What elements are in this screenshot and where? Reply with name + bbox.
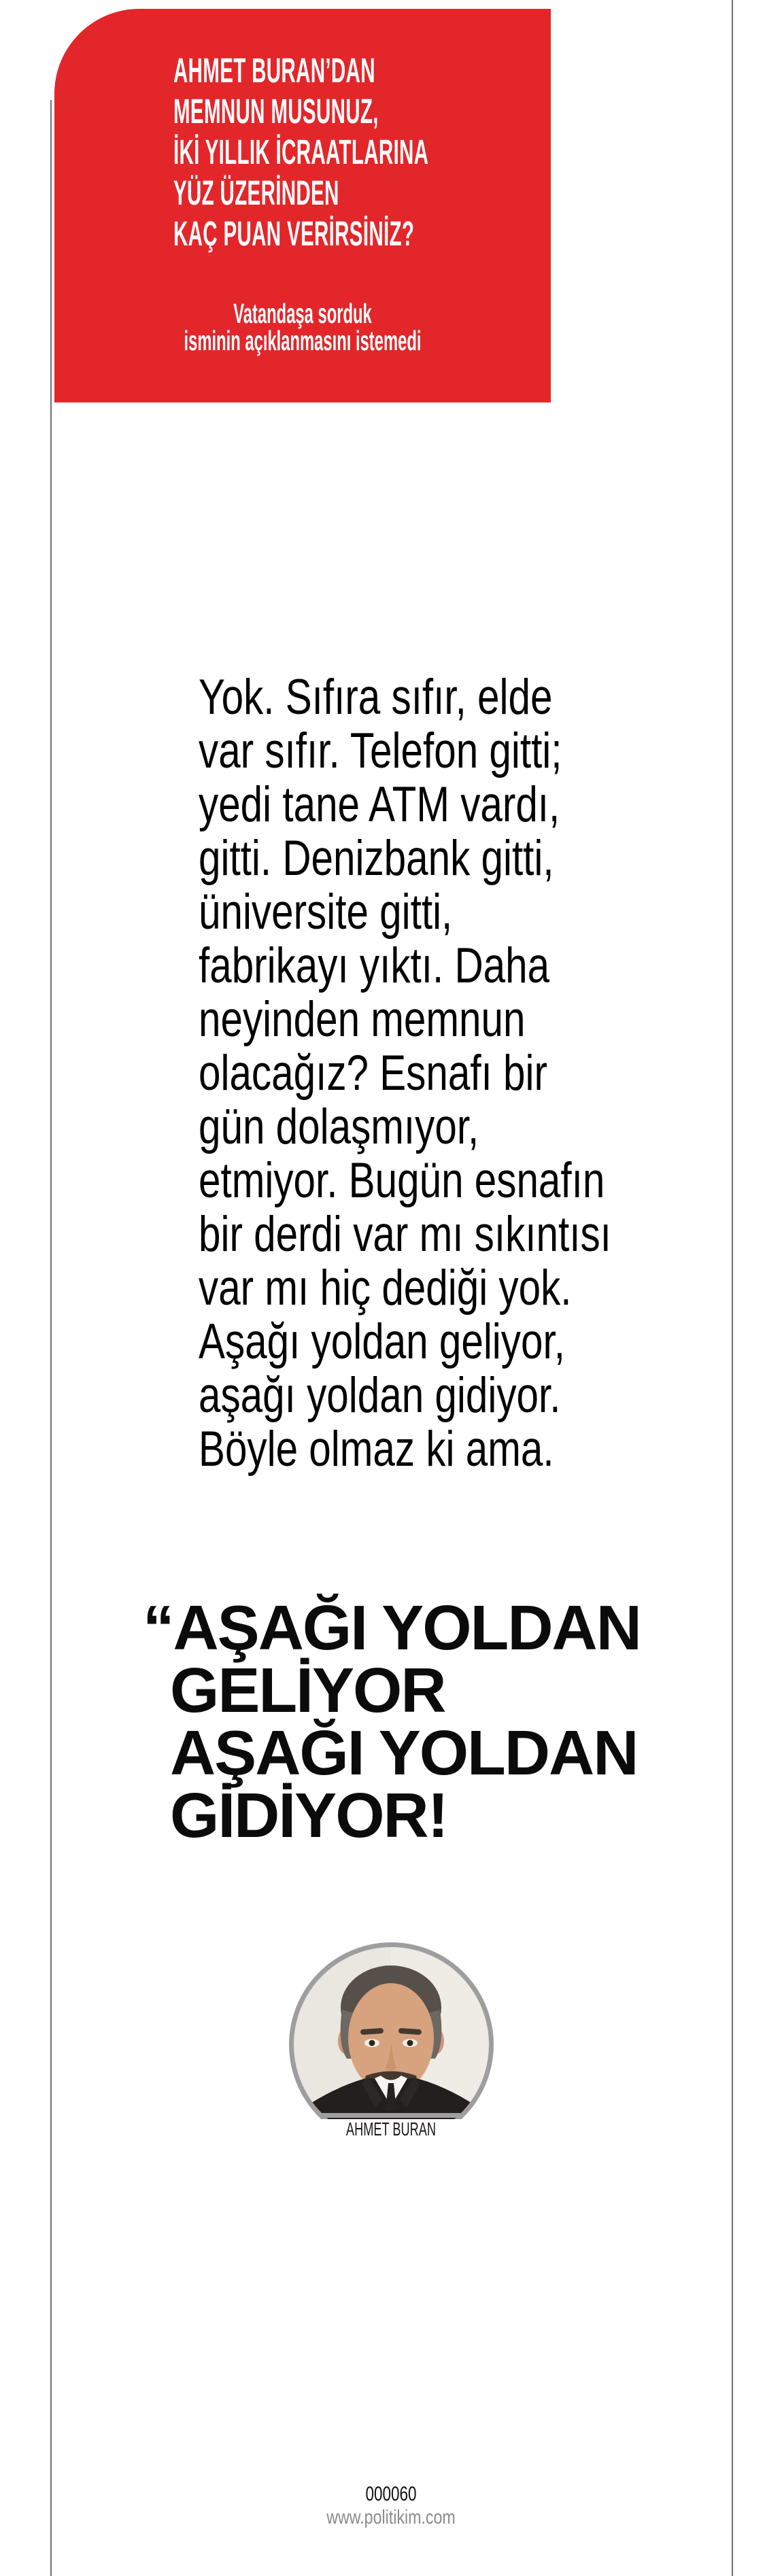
headline-line: GİDİYOR!: [170, 1780, 447, 1851]
footer-code: 000060: [365, 2483, 417, 2505]
question-heading-line: KAÇ PUAN VERİRSİNİZ?: [173, 214, 415, 253]
open-quote-mark: “: [143, 1592, 173, 1663]
quote-line: Aşağı yoldan geliyor,: [199, 1314, 565, 1369]
pullquote-headline: [143, 1592, 755, 1851]
portrait-caption: AHMET BURAN: [345, 2118, 437, 2140]
left-border-line: [50, 100, 52, 2576]
portrait-ring-chord: [320, 2113, 463, 2118]
citizen-quote-text: [199, 670, 634, 1476]
headline-line: GELİYOR: [170, 1655, 445, 1725]
portrait-avatar-graphic: [288, 1942, 494, 2119]
question-subtitle-line: isminin açıklanmasını istemedi: [184, 325, 422, 356]
question-panel: [54, 9, 551, 402]
right-border-line: [732, 0, 733, 2576]
quote-line: üniversite gitti,: [199, 885, 453, 940]
question-heading: [173, 50, 428, 254]
quote-line: neyinden memnun: [199, 992, 526, 1047]
question-heading-line: AHMET BURAN’DAN: [173, 51, 375, 90]
quote-line: Yok. Sıfıra sıfır, elde: [199, 670, 553, 725]
quote-line: gitti. Denizbank gitti,: [199, 831, 554, 886]
question-subtitle: [158, 300, 446, 354]
quote-line: fabrikayı yıktı. Daha: [199, 938, 550, 993]
footer-website: www.politikim.com: [326, 2507, 456, 2528]
quote-line: aşağı yoldan gidiyor.: [199, 1368, 561, 1423]
question-heading-line: MEMNUN MUSUNUZ,: [173, 92, 379, 131]
portrait-photo: [288, 1942, 494, 2119]
quote-line: var sıfır. Telefon gitti;: [199, 723, 562, 778]
quote-line: etmiyor. Bugün esnafın: [199, 1153, 605, 1208]
quote-line: Böyle olmaz ki ama.: [199, 1422, 554, 1477]
headline-line: AŞAĞI YOLDAN: [170, 1717, 638, 1788]
headline-line-text: AŞAĞI YOLDAN: [173, 1592, 641, 1663]
quote-line: gün dolaşmıyor,: [199, 1099, 479, 1154]
quote-line: var mı hiç dediği yok.: [199, 1260, 572, 1316]
question-heading-line: İKİ YILLIK İCRAATLARINA: [173, 133, 429, 171]
quote-line: yedi tane ATM vardı,: [199, 777, 560, 832]
quote-line: olacağız? Esnafı bir: [199, 1046, 547, 1101]
quote-line: bir derdi var mı sıkıntısı: [199, 1207, 611, 1262]
headline-line: [143, 1592, 755, 1663]
question-heading-line: YÜZ ÜZERİNDEN: [173, 173, 339, 212]
question-subtitle-line: Vatandaşa sorduk: [233, 298, 372, 329]
